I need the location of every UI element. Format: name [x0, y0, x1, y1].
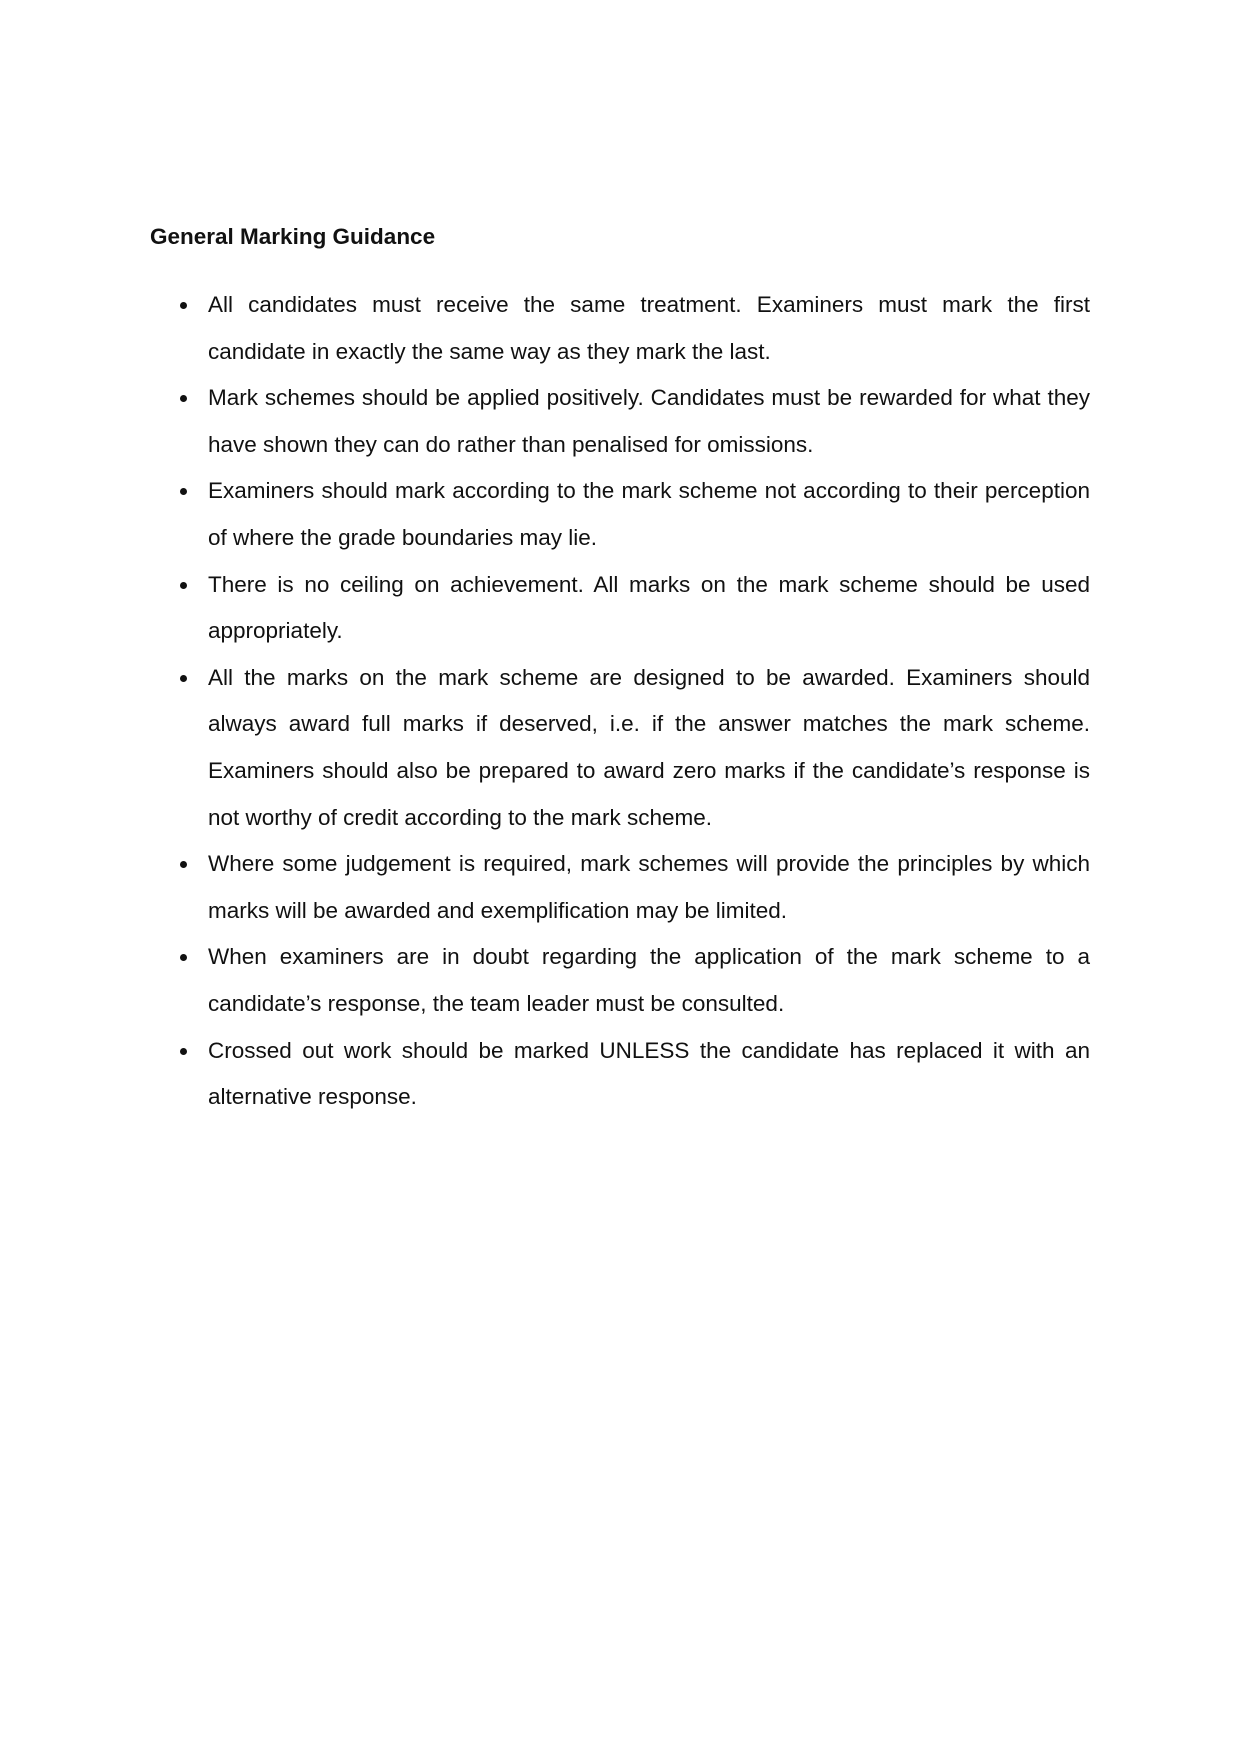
- list-item: [180, 282, 1090, 375]
- bullet-icon: [180, 1048, 187, 1055]
- guidance-list: [180, 282, 1090, 1121]
- page-title: General Marking Guidance: [150, 224, 436, 249]
- list-item-text: Mark schemes should be applied positively. Candidates must be rewarded for what they have shown they can do rather than penalised for omissions.: [208, 385, 1090, 457]
- bullet-icon: [180, 302, 187, 309]
- bullet-icon: [180, 395, 187, 402]
- list-item: [180, 934, 1090, 1027]
- bullet-icon: [180, 582, 187, 589]
- list-item-text: Crossed out work should be marked UNLESS the candidate has replaced it with an alternative response.: [208, 1037, 1090, 1110]
- bullet-icon: [180, 861, 187, 868]
- list-item-text: All candidates must receive the same treatment. Examiners must mark the first candidate in exactly the same way as they mark the last.: [208, 292, 1090, 364]
- list-item: [180, 655, 1090, 841]
- bullet-icon: [180, 954, 187, 961]
- bullet-icon: [180, 675, 187, 682]
- list-item: [180, 562, 1090, 655]
- list-item-text: Where some judgement is required, mark schemes will provide the principles by which marks will be awarded and exemplification may be limited.: [208, 851, 1090, 923]
- list-item-text: All the marks on the mark scheme are designed to be awarded. Examiners should always award full marks if deserved, i.e. if the answer matches the mark scheme. Examiners should also be prepared to award zero marks if the candidate’s response is not worthy of credit according to the mark scheme.: [208, 664, 1090, 830]
- bullet-icon: [180, 488, 187, 495]
- list-item: [180, 1028, 1090, 1121]
- list-item-text: Examiners should mark according to the mark scheme not according to their perception of where the grade boundaries may lie.: [208, 478, 1090, 550]
- list-item-text: When examiners are in doubt regarding the application of the mark scheme to a candidate’s response, the team leader must be consulted.: [208, 944, 1090, 1016]
- list-item: [180, 841, 1090, 934]
- list-item: [180, 468, 1090, 561]
- list-item-text: There is no ceiling on achievement. All marks on the mark scheme should be used appropriately.: [208, 571, 1090, 644]
- list-item: [180, 375, 1090, 468]
